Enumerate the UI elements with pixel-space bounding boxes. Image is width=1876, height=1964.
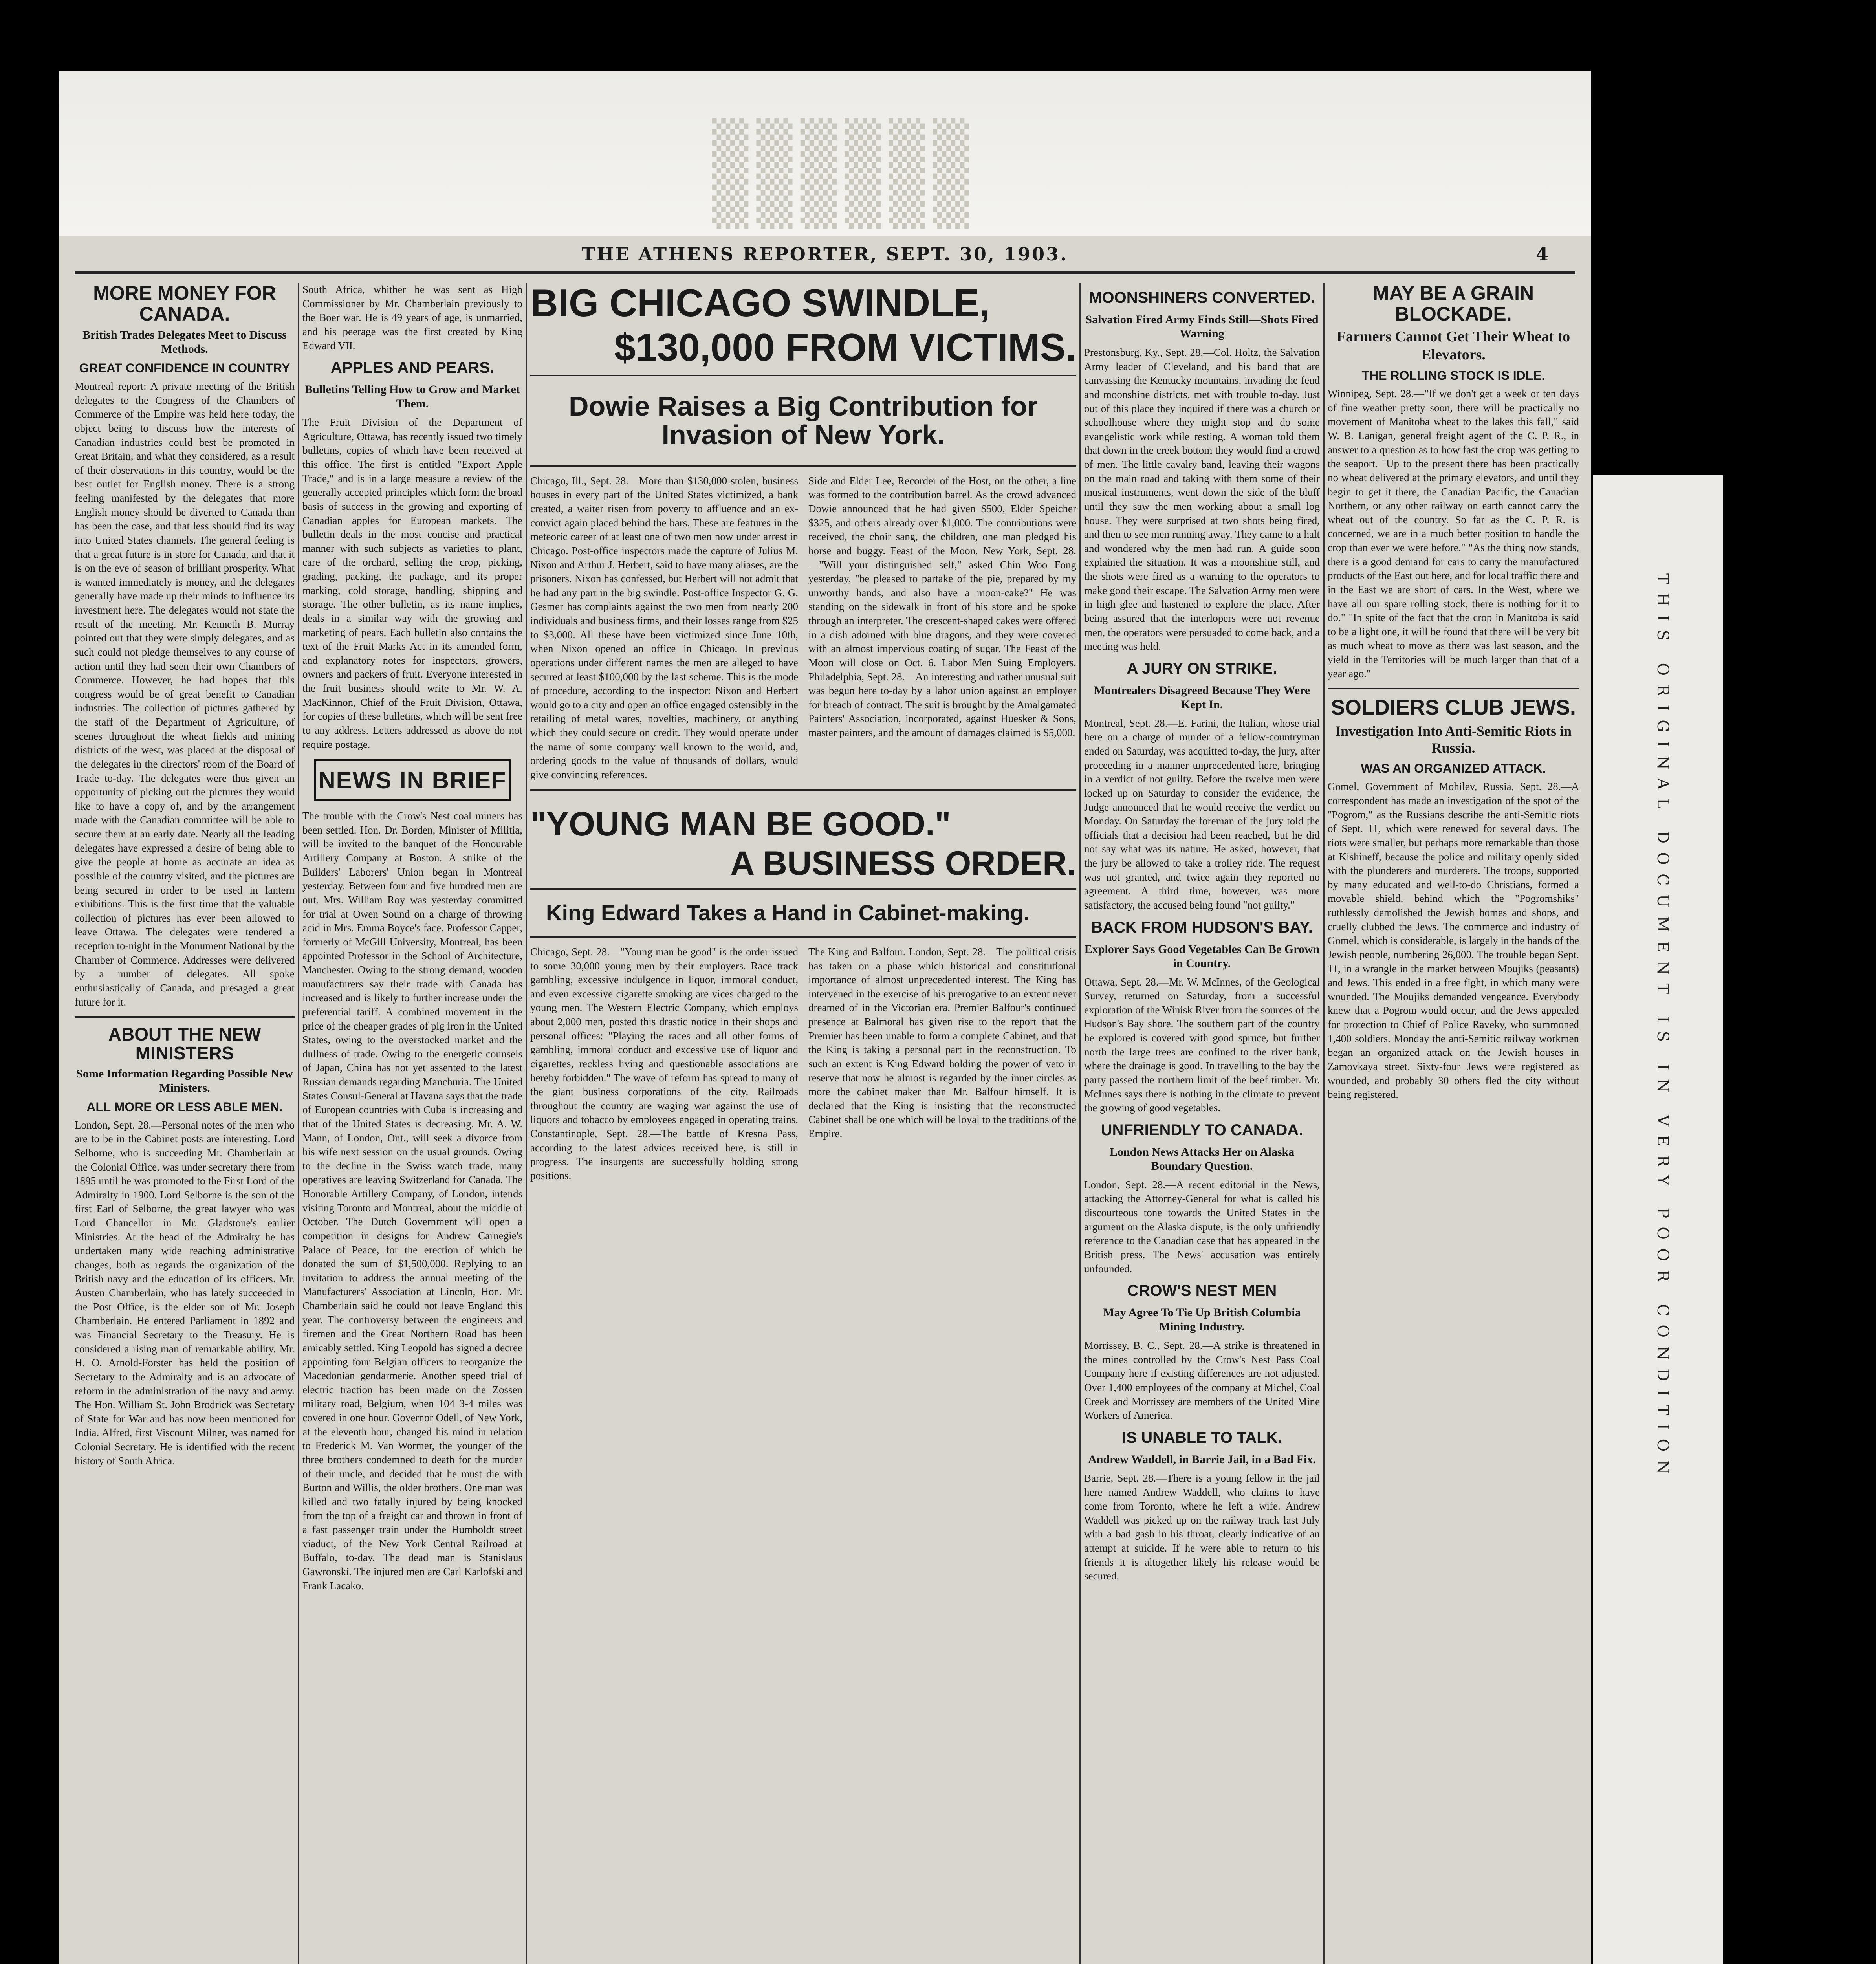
article-deck: Dowie Raises a Big Contribution for Invasion of New York. <box>569 390 1038 451</box>
article-body: Winnipeg, Sept. 28.—"If we don't get a week or ten days of fine weather pretty soon, there will be practically no movement of Manitoba wheat to the lakes this fall," said W. B. Lanigan, general freight agent of the C. P. R., in answer to a question as to how fast the crop was getting to the seaport. "Up to the present there has been practically no wheat delivered at the primary elevators, and until they begin to get it there, the Canadian Pacific, the Canadian Northern, or any other railway on earth cannot carry the wheat out of the country. So far as the C. P. R. is concerned, we are in a much better position to handle the crop than ever we were before." "As the thing now stands, there is a good demand for cars to carry the manufactured products of the East out here, and for local traffic there and in the East we are short of cars. In the West, where we have all our spare rolling stock, there is nothing for it to do." "In spite of the fact that the crop in Manitoba is said to be a light one, it will be found that there will be very bit as much wheat to move as there was last season, and the yield in the Territories will be much larger than that of a year ago." <box>1328 388 1579 680</box>
section-rule <box>530 888 1076 890</box>
newspaper-sheet <box>59 71 1591 1964</box>
column-rule <box>526 283 527 1964</box>
article-headline: MOONSHINERS CONVERTED. <box>1089 289 1315 306</box>
article-body: Side and Elder Lee, Recorder of the Host, on the other, a line was formed to the contribution barrel. As the crowd advanced Dowie announced that he had given $500, Elder Speicher $325, and others already over $1,000. The contributions were received, the choir sang, the children, one man pledged his horse and buggy. Feast of the Moon. New York, Sept. 28.—"Will your distinguished self," asked Chin Woo Fong yesterday, "be pleased to partake of the pie, prepared by my unworthy hands, and also have a moon-cake?" He was standing on the sidewalk in front of his store and he spoke through an interpreter. The crescent-shaped cakes were offered in a dish adorned with blue dragons, and they were covered with an almost impervious coating of sugar. The Feast of the Moon will close on Oct. 6. Labor Men Suing Employers. Philadelphia, Sept. 28.—An interesting and rather unusual suit was begun here to-day by a labor union against an employer for breach of contract. The suit is brought by the Amalgamated Painters' Association, incorporated, against Huesker & Sons, master painters, and the amount of damages claimed is $5,000. <box>808 475 1076 739</box>
article-headline: MAY BE A GRAIN BLOCKADE. <box>1372 283 1534 325</box>
article-body: Chicago, Ill., Sept. 28.—More than $130,000 stolen, business houses in every part of the United States victimized, a bank created, a waiter risen from poverty to affluence and an ex-convict again placed behind the bars. These are features in the meteoric career of at least one of two men now under arrest in Chicago. Post-office inspectors made the capture of Julius M. Nixon and Arthur J. Herbert, said to have many aliases, are the prisoners. Nixon has confessed, but Herbert will not admit that he had any part in the big swindle. Post-office Inspector G. G. Gesmer has complaints against the two men from nearly 200 individuals and business firms, and their losses range from $25 to $3,000. All these have been victimized since June 10th, when Nixon opened an office in Chicago. In previous operations under different names the men are alleged to have secured at least $100,000 by the last scheme. This is the mode of procedure, according to the inspector: Nixon and Herbert would go to a city and open an office engaged ostensibly in the retailing of metal wares, novelties, machinery, or anything which they could secure on credit. They would operate under the name of some company well known to the world, and, ordering goods to the value of thousands of dollars, would give convincing references. <box>530 475 798 780</box>
column-1 <box>75 283 295 1964</box>
sub-column <box>808 474 1076 782</box>
article-deck: Bulletins Telling How to Grow and Market Them. <box>305 383 520 410</box>
section-rule <box>530 936 1076 938</box>
article-headline: BACK FROM HUDSON'S BAY. <box>1091 918 1313 936</box>
article-headline: APPLES AND PEARS. <box>330 359 495 377</box>
condition-note: THIS ORIGINAL DOCUMENT IS IN VERY POOR CONDITION <box>1654 573 1672 1483</box>
second-headline-line-1: "YOUNG MAN BE GOOD." <box>530 805 951 843</box>
sub-column <box>530 474 798 782</box>
article-body: London, Sept. 28.—A recent editorial in the News, attacking the Attorney-General for what is called his discourteous tone towards the United States in the argument on the Alaska dispute, is the only unfriendly reference to the Canadian case that has appeared in the British press. The News' accusation was entirely unfounded. <box>1084 1178 1320 1275</box>
faded-masthead-ghost: ▒▒▒▒▒▒ ▒▒▒▒▒▒ <box>712 118 977 229</box>
article-deck: Salvation Fired Army Finds Still—Shots Fired Warning <box>1085 313 1319 340</box>
article-deck: Investigation Into Anti-Semitic Riots in Russia. <box>1335 723 1572 756</box>
article-deck: Andrew Waddell, in Barrie Jail, in a Bad Fix. <box>1088 1453 1316 1466</box>
article-body: South Africa, whither he was sent as High Commissioner by Mr. Chamberlain previously to the Boer war. He is 49 years of age, is unmarried, and his peerage was the first created by King Edward VII. <box>302 284 522 352</box>
article-body: Montreal report: A private meeting of the British delegates to the Congress of the Chambers of Commerce of the Empire was held here today, the object being to discuss how the interests of Canadian industries could best be promoted in Great Britain, and what they considered, as a result of their observations in this country, would be the best outlet for English money. There is a strong feeling manifested by the delegates that more English money should be diverted to Canada than has been the case, and that less should find its way into United States channels. The general feeling is that a great future is in store for Canada, and that it is on the eve of season of brilliant prosperity. What is wanted immediately is money, and the delegates generally have made up their minds to influence its investment here. The delegates would not state the result of the meeting. Mr. Kenneth B. Murray pointed out that they were simply delegates, and as such could not pledge themselves to any course of action until they had seen their own Chambers of Commerce. However, he had hopes that this congress would be of great benefit to Canadian industries. The collection of pictures gathered by the staff of the Department of Agriculture, of scenes throughout the wheat fields and mining districts of the west, was placed at the disposal of the delegates in the directors' room of the Board of Trade to-day. The delegates were thus given an opportunity of picking out the pictures they would like to have a copy of, and by the arrangement made with the Canadian committee will be able to secure them at an early date. Nearly all the leading delegates have expressed a desire of being able to give the people at home as accurate an idea as possible of the country visited, and the pictures are being secured in order to be used in lantern exhibitions. This is the first time that the valuable collection of pictures has ever been allowed to leave Ottawa. The delegates were tendered a reception to-night in the Monument National by the Chamber of Commerce. Addresses were delivered by a number of delegates. All spoke enthusiastically of Canada, and presaged a great future for it. <box>75 380 295 1008</box>
article-body: Barrie, Sept. 28.—There is a young fellow in the jail here named Andrew Waddell, who claims to have come from Toronto, where he left a wife. Andrew Waddell was picked up on the railway track last July with a bad gash in his throat, clearly indicative of an attempt at suicide. If he were able to return to his friends it is altogether likely his release would be secured. <box>1084 1472 1320 1582</box>
article-deck: May Agree To Tie Up British Columbia Mining Industry. <box>1103 1306 1301 1334</box>
article-deck: King Edward Takes a Hand in Cabinet-making. <box>546 900 1030 925</box>
article-body: Montreal, Sept. 28.—E. Farini, the Italian, whose trial here on a charge of murder of a fellow-countryman ended on Saturday, was acquitted to-day, the jury, after proceeding in a manner unprecedented here, bringing in a verdict of not guilty. Before the twelve men were locked up on Saturday to consider the evidence, the Judge announced that he would receive the verdict on Monday. On Saturday the foreman of the jury told the officials that a decision had been reached, but he did not say what was its nature. He asked, however, that the jury be allowed to take a trolley ride. The request was not granted, and twice again they reported no agreement. A third time, however, was more satisfactory, the accused being found "not guilty." <box>1084 717 1320 911</box>
article-deck: Farmers Cannot Get Their Wheat to Elevators. <box>1336 328 1570 363</box>
condition-note-strip <box>1593 475 1723 1964</box>
article-deck: Montrealers Disagreed Because They Were Kept In. <box>1094 683 1310 711</box>
article-headline: SOLDIERS CLUB JEWS. <box>1330 696 1576 720</box>
article-body: The trouble with the Crow's Nest coal miners has been settled. Hon. Dr. Borden, Minister of Militia, will be invited to the banquet of the Honourable Artillery Company at Boston. A strike of the Builders' Laborers' Union began in Montreal yesterday. Between four and five hundred men are out. Mrs. William Roy was yesterday committed for trial at Owen Sound on a charge of throwing acid in Mrs. Emma Boyce's face. Professor Capper, formerly of McGill University, Montreal, has been appointed Professor in the School of Architecture, Manchester. Owing to the strong demand, wooden manufacturers say their trade with Canada has increased and is likely to further increase under the preferential tariff. A combined movement in the price of the cheaper grades of pig iron in the United States, owing to the overstocked market and the dullness of trade. Owing to the energetic counsels of Japan, China has not yet assented to the latest Russian demands regarding Manchuria. The United States Consul-General at Havana says that the trade of European countries with Cuba is increasing and that of the United States is decreasing. Mr. A. W. Mann, of London, Ont., will seek a divorce from his wife next session on the usual grounds. Owing to the decline in the Swiss watch trade, many operatives are leaving Switzerland for Canada. The Honorable Artillery Company, of London, intends visiting Toronto and Montreal, about the middle of October. The Dutch Government will open a competition in designs for Andrew Carnegie's Palace of Peace, for the erection of which he donated the sum of $1,500,000. Replying to an invitation to address the annual meeting of the Manufacturers' Association at Lincoln, Hon. Mr. Chamberlain said he could not leave England this year. The controversy between the engineers and firemen and the Great Northern Road has been amicably settled. King Leopold has signed a decree appointing four Belgian officers to reorganize the Macedonian gendarmerie. Another speed trial of electric traction has been made on the Zossen military road, Belgium, when 104 3-4 miles was covered in one hour. Governor Odell, of New York, at the eleventh hour, changed his mind in relation to Frederick M. Van Wormer, the younger of the three brothers condemned to death for the murder of their uncle, and decided that he must die with Burton and Willis, the older brothers. One man was killed and two fatally injured by being knocked from the top of a freight car and thrown in front of a fast passenger train under the Humboldt street viaduct, of the New York Central Railroad at Buffalo, to-day. The dead man is Stanislaus Gawronski. The injured men are Carl Karlofski and Frank Lacako. <box>302 810 522 1592</box>
column-rule <box>1079 283 1081 1964</box>
column-6 <box>1328 283 1579 1964</box>
faded-masthead-area <box>59 71 1591 236</box>
article-subhead: ALL MORE OR LESS ABLE MEN. <box>86 1099 283 1114</box>
sub-column <box>530 945 798 1183</box>
article-headline: IS UNABLE TO TALK. <box>1122 1429 1282 1446</box>
article-deck: Explorer Says Good Vegetables Can Be Grown in Country. <box>1084 942 1320 970</box>
article-headline: MORE MONEY FOR CANADA. <box>93 283 276 325</box>
column-2 <box>302 283 522 1964</box>
article-body: The Fruit Division of the Department of Agriculture, Ottawa, has recently issued two timely bulletins, copies of which have been received at this office. The first is entitled "Export Apple Trade," and is in a large measure a review of the generally accepted principles which form the broad basis of success in the growing and exporting of Canadian apples for European markets. The bulletin deals in the most concise and practical manner with such subjects as varieties to plant, care of the orchard, selling the crop, picking, grading, packing, the package, and its proper marking, cold storage, handling, shipping and storage. The other bulletin, as its name implies, deals in a similar way with the growing and marketing of pears. Each bulletin also contains the text of the Fruit Marks Act in its amended form, and explanatory notes for inspectors, growers, owners and packers of fruit. Everyone interested in the fruit business should write to Mr. W. A. MacKinnon, Chief of the Fruit Division, Ottawa, for copies of these bulletins, which will be sent free to any address. Letters addressed as above do not require postage. <box>302 416 522 750</box>
section-rule <box>1328 688 1579 689</box>
article-body: Prestonsburg, Ky., Sept. 28.—Col. Holtz, the Salvation Army leader of Cleveland, and his band that are canvassing the Kentucky mountains, invading the feud and moonshine districts, met with trouble to-day. Just out of this place they inquired if there was a church or schoolhouse where they might stop and do some evangelistic work while resting. A woman told them that down in the creek bottom they would find a crowd of men. The little cavalry band, leaving their wagons on the main road and taking with them some of their musical instruments, went down the side of the bluff until they saw the men working about a small log house. They were surprised at two shots being fired, and then to see men running away. They came to a halt and wondered why the men had run. A guide soon explained the situation. It was a moonshine still, and the shots were fired as a warning to the operators to make good their escape. The Salvation Army men were in high glee and hastened to explore the place. After being assured that the interlopers were not revenue men, the operators were persuaded to come back, and a meeting was held. <box>1084 346 1320 652</box>
article-headline: A JURY ON STRIKE. <box>1127 660 1277 677</box>
main-headline-line-2: $130,000 FROM VICTIMS. <box>614 325 1076 369</box>
article-headline: CROW'S NEST MEN <box>1127 1282 1277 1300</box>
page-number: 4 <box>1536 244 1549 265</box>
section-rule <box>75 1016 295 1018</box>
article-body: The King and Balfour. London, Sept. 28.—The political crisis has taken on a phase which historical and constitutional importance of almost unprecedented interest. The King has intervened in the exercise of his prerogative to an extent never dreamed of in the Victorian era. Premier Balfour's continued presence at Balmoral has given rise to the report that the Premier has been unable to form a complete Cabinet, and that the King is taking a personal part in the reconstruction. To such an extent is King Edward holding the power of veto in reserve that now he almost is regarded by the inner circles as more the cabinet maker than Mr. Balfour himself. It is declared that the King is insisting that the reconstructed Cabinet shall be one which will be loyal to the traditions of the Empire. <box>808 945 1076 1140</box>
section-rule <box>530 375 1076 376</box>
article-deck: British Trades Delegates Meet to Discuss Methods. <box>82 328 287 355</box>
article-body: Gomel, Government of Mohilev, Russia, Sept. 28.—A correspondent has made an investigation of the spot of the "Pogrom," as the Russians describe the anti-Semitic riots of Sept. 11, which were renewed for several days. The riots were smaller, but perhaps more remarkable than those at Kishineff, because the police and military openly sided with the plunderers and murderers. The troops, supported by many educated and well-to-do Christians, formed a movable shield, behind which the "Pogromshiks" ruthlessly demolished the Jewish homes and shops, and cruelly clubbed the Jews. The commerce and industry of Gomel, which is considerable, is largely in the hands of the Jewish people, numbering 26,000. The trouble began Sept. 11, in a wrangle in the market between Moujiks (peasants) and Jews. This ended in a free fight, in which many were wounded. The Moujiks demanded vengeance. Everybody knew that a Pogrom would occur, and the Jews appealed for protection to Chief of Police Raveky, who summoned 1,400 soldiers. Monday the anti-Semitic railway workmen began an organized attack on the Jewish houses in Zamovkaya street. Sixty-four Jews were registered as wounded, and probably 30 others fled the city without being registered. <box>1328 780 1579 1101</box>
second-headline-line-2: A BUSINESS ORDER. <box>730 844 1076 882</box>
article-deck: Some Information Regarding Possible New Ministers. <box>76 1067 293 1094</box>
article-subhead: GREAT CONFIDENCE IN COUNTRY <box>79 361 290 375</box>
article-subhead: THE ROLLING STOCK IS IDLE. <box>1361 368 1545 383</box>
header-rule <box>75 271 1575 274</box>
columns-3-4 <box>530 283 1076 1964</box>
article-body: Chicago, Sept. 28.—"Young man be good" is the order issued to some 30,000 young men by their employers. Race track gambling, excessive indulgence in liquor, immoral conduct, and even excessive cigarette smoking are vices charged to the young men. The Western Electric Company, which employs about 2,000 men, posted this drastic notice in their shops and personal offices: "Playing the races and all other forms of gambling, immoral conduct and excessive use of liquor and cigarettes, reckless living and questionable associations are hereby forbidden." The wave of reform has spread to many of the giant business corporations of the city. Railroads throughout the country are waging war against the use of liquors and tobacco by employees engaged in operating trains. Constantinople, Sept. 28.—The battle of Kresna Pass, according to the latest advices received here, is still in progress. The insurgents are successfully holding strong positions. <box>530 945 798 1182</box>
article-body: London, Sept. 28.—Personal notes of the men who are to be in the Cabinet posts are interesting. Lord Selborne, who is succeeding Mr. Chamberlain at the Colonial Office, was under secretary there from 1895 until he was promoted to the First Lord of the Admiralty in 1900. Lord Selborne is the son of the first Earl of Selborne, the great lawyer who was Lord Chancellor in Mr. Gladstone's earlier Ministries. At the head of the Admiralty he has undertaken many wide reaching administrative changes, both as regards the organization of the British navy and the education of its officers. Mr. Austen Chamberlain, who has lately succeeded in the Post Office, is the elder son of Mr. Joseph Chamberlain. He entered Parliament in 1892 and was Financial Secretary to the Treasury. He is considered a rising man of remarkable ability. Mr. H. O. Arnold-Forster has held the position of Secretary to the Admiralty and is an advocate of reform in the administration of the navy and army. The Hon. William St. John Brodrick was Secretary of State for War and has now been mentioned for India. Alfred, first Viscount Milner, was named for Colonial Secretary. He is identified with the recent history of South Africa. <box>75 1119 295 1467</box>
column-5 <box>1084 283 1320 1964</box>
news-in-brief-box: NEWS IN BRIEF <box>314 759 511 801</box>
section-rule <box>530 465 1076 467</box>
section-rule <box>530 789 1076 791</box>
article-deck: London News Attacks Her on Alaska Boundary Question. <box>1109 1145 1295 1173</box>
main-headline-line-1: BIG CHICAGO SWINDLE, <box>530 283 990 324</box>
column-rule <box>298 283 299 1964</box>
column-rule <box>1323 283 1325 1964</box>
two-column-body <box>530 474 1076 782</box>
sub-column <box>808 945 1076 1183</box>
article-subhead: WAS AN ORGANIZED ATTACK. <box>1361 761 1546 776</box>
article-body: Morrissey, B. C., Sept. 28.—A strike is threatened in the mines controlled by the Crow's Nest Pass Coal Company here if existing differences are not adjusted. Over 1,400 employees of the company at Michel, Coal Creek and Morrissey are members of the United Mine Workers of America. <box>1084 1339 1320 1422</box>
article-headline: UNFRIENDLY TO CANADA. <box>1101 1121 1303 1139</box>
article-headline: ABOUT THE NEW MINISTERS <box>108 1024 261 1064</box>
two-column-body <box>530 945 1076 1183</box>
running-head: THE ATHENS REPORTER, SEPT. 30, 1903. <box>581 244 1068 265</box>
article-body: Ottawa, Sept. 28.—Mr. W. McInnes, of the Geological Survey, returned on Saturday, from a successful exploration of the Winisk River from the sources of the Hudson's Bay shore. The southern part of the country he explored is covered with good spruce, but further north the large trees are confined to the river bank, where the drainage is good. In travelling to the bay the party passed the northern limit of the beef timber. Mr. McInnes says there is nothing in the climate to prevent the growing of good vegetables. <box>1084 976 1320 1114</box>
